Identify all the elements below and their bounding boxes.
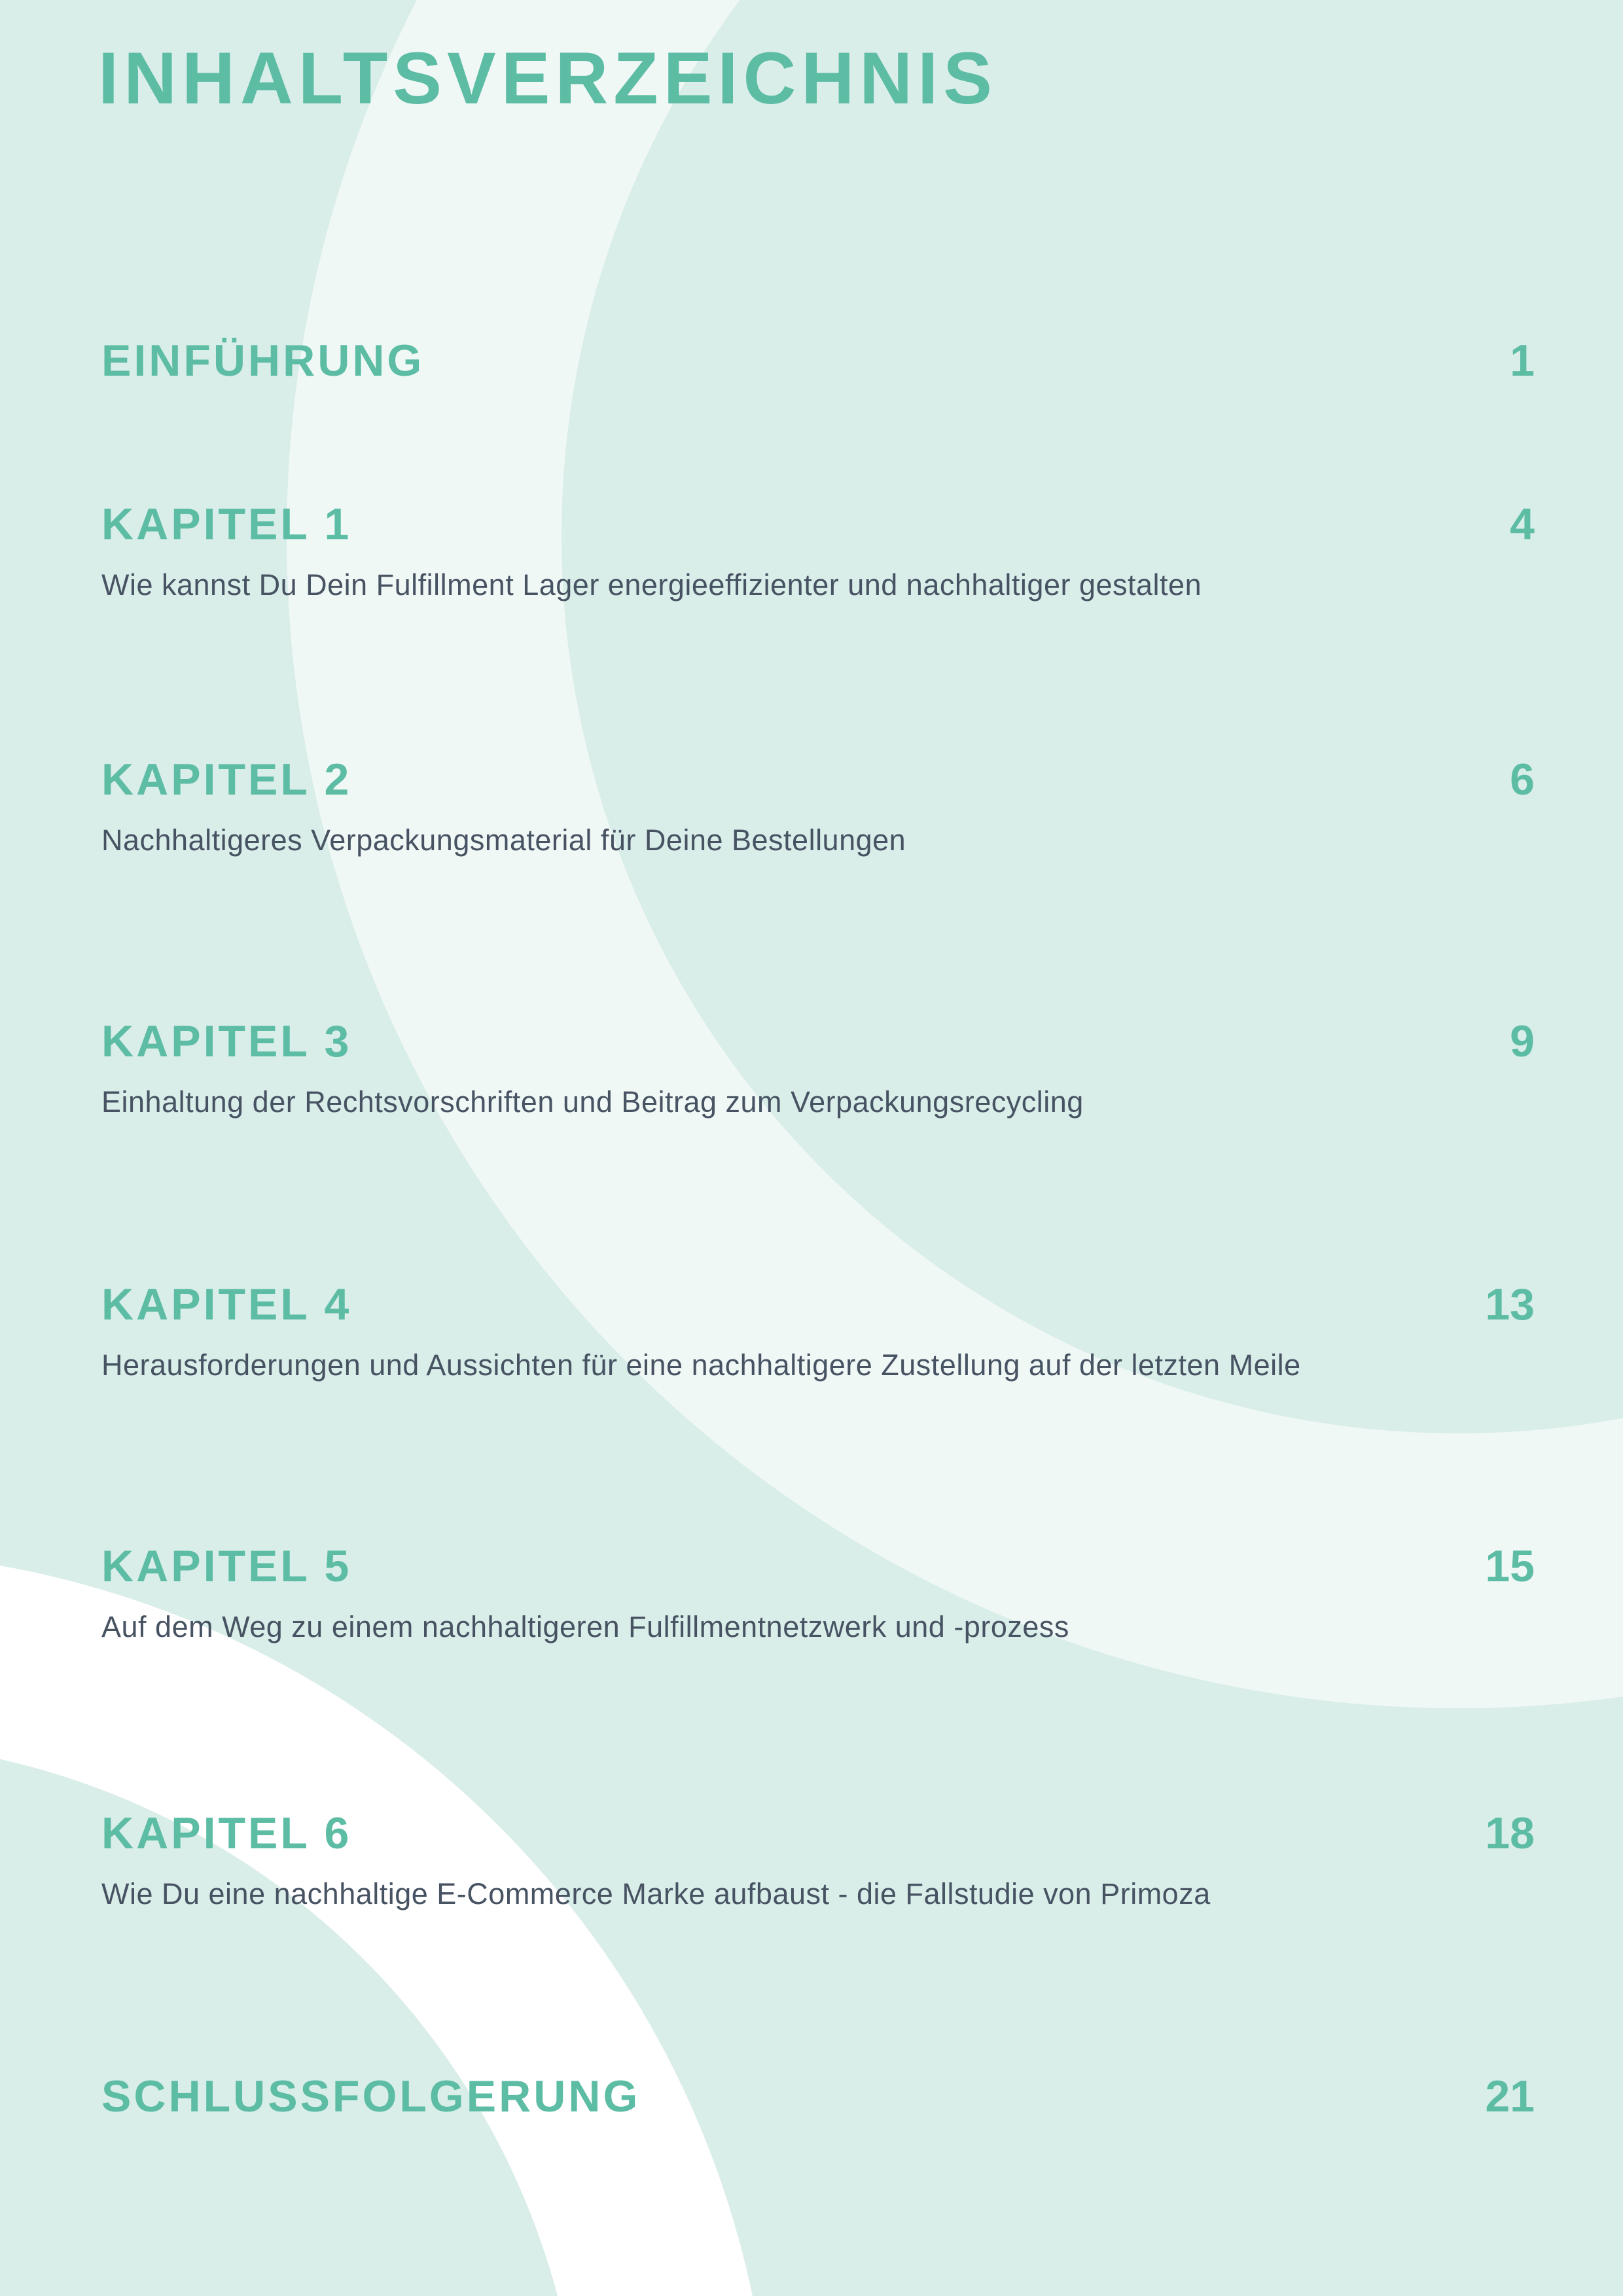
toc-entry-label: EINFÜHRUNG bbox=[101, 336, 425, 386]
toc-entry-page-number: 6 bbox=[1510, 755, 1535, 804]
toc-entry-kapitel-1[interactable] bbox=[101, 499, 1535, 602]
toc-entry-page-number: 18 bbox=[1485, 1808, 1535, 1858]
toc-entry-subtitle: Nachhaltigeres Verpackungsmaterial für Deine Bestellungen bbox=[101, 823, 906, 857]
toc-entry-kapitel-3[interactable] bbox=[101, 1016, 1535, 1119]
toc-entry-subtitle: Auf dem Weg zu einem nachhaltigeren Fulfillmentnetzwerk und -prozess bbox=[101, 1610, 1069, 1643]
toc-entry-label: KAPITEL 1 bbox=[101, 499, 352, 549]
toc-entry-label: KAPITEL 2 bbox=[101, 755, 352, 804]
toc-entry-kapitel-6[interactable] bbox=[101, 1808, 1535, 1911]
toc-entry-subtitle: Herausforderungen und Aussichten für eine nachhaltigere Zustellung auf der letzten Meile bbox=[101, 1348, 1301, 1382]
page-title: INHALTSVERZEICHNIS bbox=[98, 37, 997, 119]
toc-entry-subtitle: Einhaltung der Rechtsvorschriften und Beitrag zum Verpackungsrecycling bbox=[101, 1085, 1084, 1119]
toc-entry-kapitel-4[interactable] bbox=[101, 1279, 1535, 1382]
toc-entry-page-number: 15 bbox=[1485, 1541, 1535, 1591]
toc-entry-subtitle: Wie Du eine nachhaltige E-Commerce Marke aufbaust - die Fallstudie von Primoza bbox=[101, 1877, 1211, 1910]
toc-entry-kapitel-5[interactable] bbox=[101, 1541, 1535, 1644]
toc-entry-kapitel-2[interactable] bbox=[101, 754, 1535, 857]
toc-entry-page-number: 9 bbox=[1510, 1016, 1535, 1066]
toc-entry-label: KAPITEL 4 bbox=[101, 1280, 352, 1329]
toc-entry-page-number: 13 bbox=[1485, 1280, 1535, 1329]
toc-entry-subtitle: Wie kannst Du Dein Fulfillment Lager energieeffizienter und nachhaltiger gestalten bbox=[101, 568, 1202, 601]
toc-entry-label: KAPITEL 3 bbox=[101, 1016, 352, 1066]
toc-entry-page-number: 4 bbox=[1510, 499, 1535, 549]
toc-entry-label: KAPITEL 6 bbox=[101, 1808, 352, 1858]
toc-entry-label: KAPITEL 5 bbox=[101, 1541, 352, 1591]
toc-entry-schlussfolgerung[interactable] bbox=[101, 2071, 1535, 2122]
toc-entry-label: SCHLUSSFOLGERUNG bbox=[101, 2072, 641, 2121]
toc-entry-page-number: 21 bbox=[1485, 2072, 1535, 2121]
toc-entry-page-number: 1 bbox=[1510, 336, 1535, 386]
toc-entry-einfuehrung[interactable] bbox=[101, 335, 1535, 386]
